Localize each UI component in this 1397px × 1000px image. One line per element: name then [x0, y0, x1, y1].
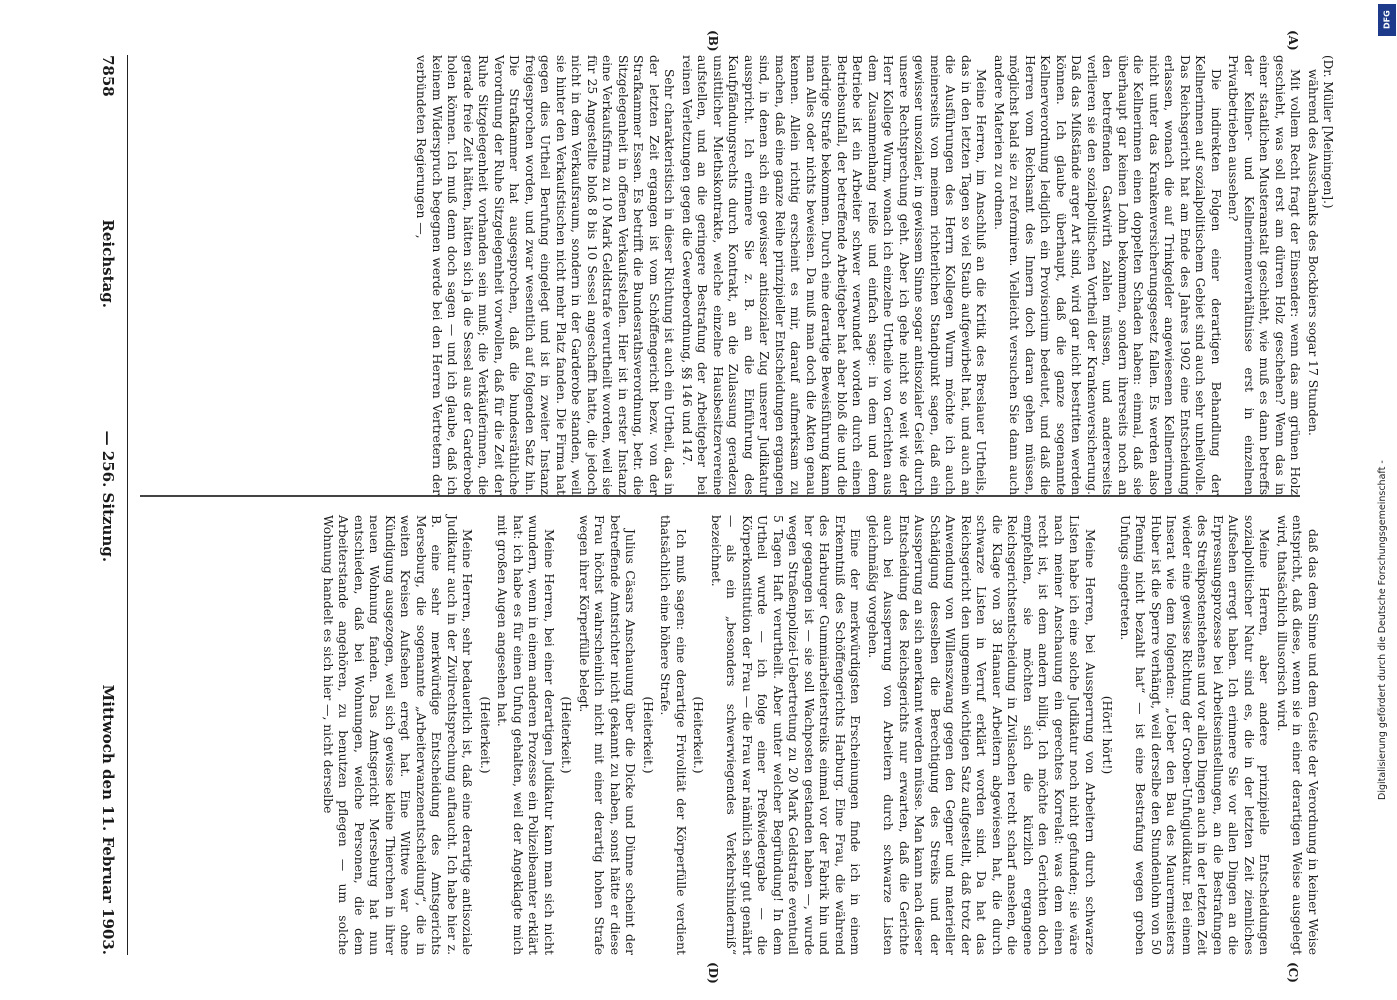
paragraph: Meine Herren, sehr bedauerlich ist, daß eine derartige antisoziale Judikatur auch in der Zivilrechtsprechung auftaucht. Ich habe hier z. B. eine sehr merkwürdige Entscheidung des Amtsgerichts Merseburg, die sogenannte „Arbeiterwanzenentscheidung“, die in weiten Kreisen Aufsehen erregt hat. Eine Wittwe war ohne Kündigung ausgezogen, weil sich gewisse kleine Thierchen in ihrer neuen Wohnung fanden. Das Amtsgericht Merseburg hat nun entschieden, daß bei Wohnungen, welche Personen, die dem Arbeiterstande angehören, zu benutzen pflegen — um solche Wohnung handelt es sich hier —, nicht derselbe [321, 515, 475, 955]
paragraph: Meine Herren, aber andere prinzipielle Entscheidungen sozialpolitischer Natur sind es, die in der letzten Zeit ziemliches Aufsehen erregt haben. Ich erinnere Sie vor allen Dingen an die Erpressungsprozesse bei Arbeitseinstellungen, an die Bestrafungen des Streikpostenstehens und vor allen Dingen auch in der letzten Zeit wieder eine gewisse Richtung der Groben-Unfugjudikatur. Bei einem Inserat wie dem folgenden: „Ueber den Bau des Maurermeisters Huber ist die Sperre verhängt, weil derselbe den Stundenlohn von 50 Pfennig nicht bezahlt hat“ — ist eine Bestrafung wegen groben Unfugs eingetreten. [1118, 515, 1272, 955]
paragraph: daß das dem Sinne und dem Geiste der Verordnung in keiner Weise entspricht, daß diese, wenn sie in einer derartigen Weise ausgelegt wird, thatsächlich illusorisch wird. [1275, 515, 1320, 955]
paragraph: Mit vollem Recht fragt der Einsender: wenn das am grünen Holz geschieht, was soll erst am dürren Holz geschehen? Wenn das in einer staatlichen Musteranstalt geschieht, wie muß es dann betreffs der Kellner- und Kellnerinnenverhältnisse erst in einzelnen Privatbetrieben aussehen? [1226, 55, 1303, 495]
paragraph: Meine Herren, bei Aussperrung von Arbeitern durch schwarze Listen habe ich eine solche Judikatur noch nicht gefunden; sie wäre nach meiner Anschauung ein gerechtes Korrelat: was dem einen recht ist, ist dem andern billig. Ich möchte den Gerichten doch empfehlen, sie möchten sich die kürzlich ergangene Reichsgerichtsentscheidung in Zivilsachen recht scharf ansehen, die die Klage von 38 Hanauer Arbeitern abgewiesen hat, die durch schwarze Listen in Verruf erklärt worden sind. Da hat das Reichsgericht den ungemein wichtigen Satz aufgestellt, daß trotz der Anwendung von Willenszwang gegen den Gegner und materieller Schädigung desselben die Berechtigung des Streiks und der Aussperrung an sich anerkannt werden müsse. Man kann nach dieser Entscheidung des Reichsgerichts nur erwarten, daß die Gerichte auch bei Aussperrung von Arbeitern durch schwarze Listen gleichmäßig vorgehen. [866, 515, 1097, 955]
paragraph: Ich muß sagen: eine derartige Frivolität der Körperfülle verdient thatsächlich eine höhere Strafe. [658, 515, 688, 955]
interjection: (Heiterkeit.) [559, 696, 574, 774]
paragraph: Eine der merkwürdigsten Erscheinungen finde ich in einem Erkenntniß des Schöffengerichts Harburg. Eine Frau, die während des Harburger Gummiarbeiterstreiks einmal vor der Fabrik hin und her gegangen ist — sie soll Wachposten gestanden haben —, wurde wegen Straßenpolizei-Uebertretung zu 20 Mark Geldstrafe eventuell 5 Tagen Haft verurtheilt. Aber unter welcher Begründung! In dem Urtheil wurde — ich folge einer Preßwiedergabe — die Körperkonstitution der Frau — die Frau war nämlich sehr gut genährt — als ein „besonders schwerwiegendes Verkehrshinderniß“ bezeichnet. [709, 515, 863, 955]
margin-mark-a: (A) [1286, 30, 1300, 51]
margin-mark-d: (D) [706, 962, 720, 984]
interjection: (Heiterkeit.) [691, 696, 706, 774]
running-header [96, 55, 120, 955]
chamber-title: Reichstag. [99, 219, 117, 308]
paragraph: Meine Herren, im Anschluß an die Kritik des Breslauer Urtheils, das in den letzten Tagen so viel Staub aufgewirbelt hat, und auch an die Ausführungen des Herrn Kollegen Wurm möchte ich auch meinerseits von meinem richterlichen Standpunkt sagen, daß ein gewisser unsozialer, in gewissem Sinne sogar antisozialer Geist durch unsere Rechtsprechung geht. Aber ich gehe nicht so weit wie der Herr Kollege Wurm, wonach ich einzelne Urtheile von Gerichten aus dem Zusammenhang reiße und einfach sage: in dem und dem Betriebe ist ein Arbeiter schwer verwundet worden durch einen Betriebsunfall, der betreffende Arbeitgeber hat aber bloß die und die niedrige Strafe bekommen. Durch eine derartige Beweisführung kann man Alles oder nichts beweisen. Da muß man doch die Akten genau kennen. Allein richtig erscheint es mir, darauf aufmerksam zu machen, daß eine ganze Reihe prinzipieller Entscheidungen ergangen sind, in denen sich ein gewisser antisozialer Zug unserer Judikatur ausspricht. Ich erinnere Sie z. B. an die Einführung des Kaufpfändungsrechts durch Kontrakt, an die Zulassung geradezu unsittlicher Miethskontrakte, welche einzelne Hausbesitzervereine aufstellen, und an die geringere Bestrafung der Arbeitgeber bei reinen Verletzungen gegen die Gewerbeordnung, §§ 146 und 147. [680, 55, 989, 495]
session-date: Mittwoch den 11. Februar 1903. [99, 684, 117, 955]
margin-mark-b: (B) [706, 30, 720, 52]
rotated-page-content [70, 0, 1360, 1000]
interjection: (Heiterkeit.) [478, 696, 492, 774]
paragraph: Meine Herren, bei einer derartigen Judikatur kann man sich nicht wundern, wenn in einem anderen Prozesse ein Polizeibeamter erklärt hat: ich habe es für einen Unfug gehalten, weil der Angeklagte mich mit großen Augen angesehen hat. [495, 515, 556, 955]
header-rule [127, 55, 128, 955]
right-column [140, 515, 1320, 955]
speaker-label: (Dr. Müller [Meiningen].) [1321, 55, 1335, 209]
session-title: — 256. Sitzung. [99, 430, 117, 563]
paragraph: Die indirekten Folgen einer derartigen Behandlung der Kellnerinnen auf sozialpolitischem Gebiet sind auch sehr unheilvolle. Das Reichsgericht hat am Ende des Jahres 1902 eine Entscheidung erlassen, wonach die auf Trinkgelder angewiesenen Kellnerinnen nicht unter das Krankenversicherungsgesetz fallen. Es werden also die Kellnerinnen einen doppelten Schaden haben: einmal, daß sie überhaupt gar keinen Lohn bekommen, sondern ihrerseits noch an den betreffenden Gastwirth zahlen müssen, und andererseits verlieren sie den sozialpolitischen Vortheil der Krankenversicherung. Daß das Mißstände arger Art sind, wird gar nicht bestritten werden können. Ich glaube überhaupt, daß die ganze sogenannte Kellnerverordnung lediglich ein Provisorium bedeutet, und daß die Herren vom Reichsamt des Innern doch daran gehen müssen, möglichst bald sie zu reformiren. Vielleicht versuchen Sie dann auch andere Materien zu ordnen. [992, 55, 1223, 495]
paragraph: Sehr charakteristisch in dieser Richtung ist auch ein Urtheil, das in der letzten Zeit ergangen ist vom Schöffengericht bezw. von der Strafkammer Essen. Es betrifft die Bundesrathsverordnung, betr. die Sitzgelegenheit in offenen Verkaufsstellen. Hier ist in erster Instanz eine Verkaufsfirma zu 10 Mark Geldstrafe verurtheilt worden, weil sie für 25 Angestellte bloß 8 bis 10 Sessel angeschafft hatte, die jedoch nicht in dem Verkaufsraum, sondern in der Garderobe standen, weil sie hinter den Verkaufstischen nicht mehr Platz fanden. Die Firma hat gegen dies Urtheil Berufung eingelegt und ist in zweiter Instanz freigesprochen worden, und zwar wesentlich auf folgenden Satz hin. Die Strafkammer hat ausgesprochen, daß die bundesräthliche Verordnung der Ruhe Sitzgelegenheit vorwollen, daß für die Zeit der Ruhe Sitzgelegenheit vorhanden sein muß; die Verkäuferinnen, die gerade freie Zeit hätten, hätten sich ja die Sessel aus der Garderobe holen können. Ich muß denn doch sagen — und ich glaube, daß ich keinem Widerspruch begegnen werde bei den Herren Vertretern der verbündeten Regierungen —, [414, 55, 677, 495]
interjection: (Heiterkeit.) [641, 696, 655, 774]
interjection: (Hört! hört!) [1100, 695, 1115, 775]
page-number: 7858 [99, 55, 117, 97]
left-column [140, 55, 1320, 495]
paragraph: während des Ausschanks des Bockbiers sogar 17 Stunden. [1306, 69, 1320, 436]
dfg-logo: DFG [1378, 4, 1396, 36]
column-divider [140, 495, 1300, 497]
margin-mark-c: (C) [1286, 962, 1300, 983]
digitization-note: Digitalisierung gefördert durch die Deutsche Forschungsgemeinschaft - [1377, 460, 1388, 800]
paragraph: Julius Cäsars Anschauung über die Dicke und Dünne scheint der betreffende Amtsrichter nicht gekannt zu haben, sonst hätte er diese Frau höchst wahrscheinlich nicht mit einer derartig hohen Strafe wegen ihrer Körperfülle belegt. [577, 515, 638, 955]
